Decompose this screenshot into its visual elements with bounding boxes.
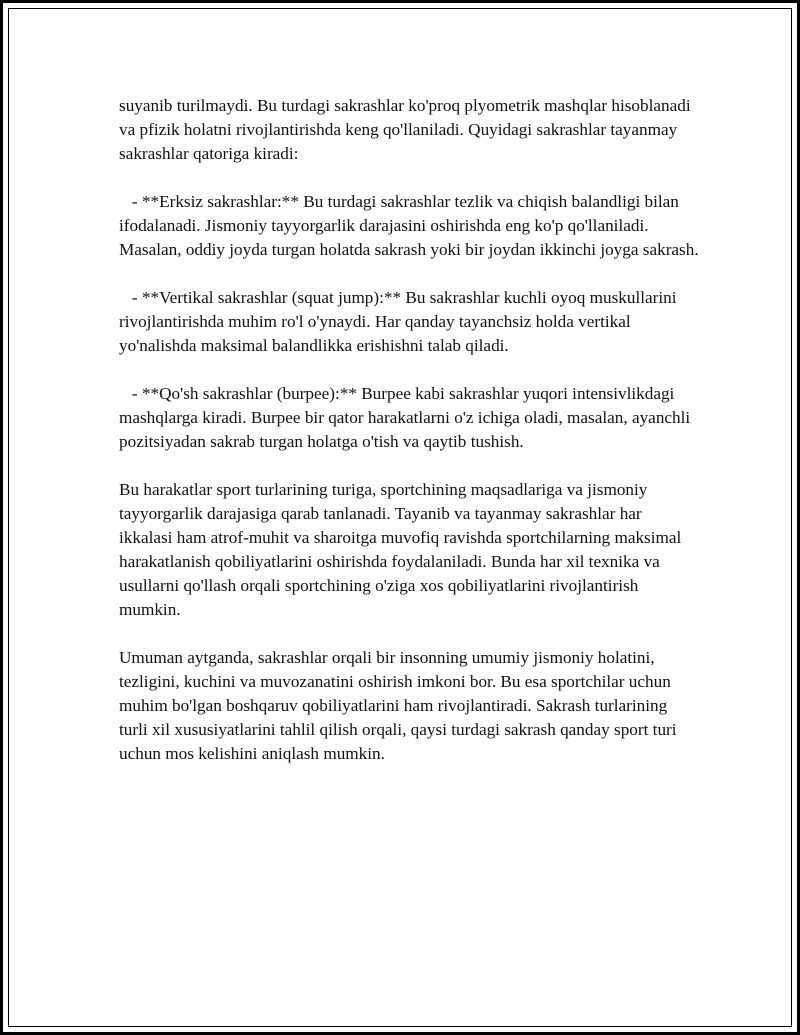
- paragraph-intro: suyanib turilmaydi. Bu turdagi sakrashlar ko'proq plyometrik mashqlar hisoblanadi va pfizik holatni rivojlantirishda keng qo'llaniladi. Quyidagi sakrashlar tayanmay sakrashlar qatoriga kiradi:: [119, 96, 695, 163]
- paragraph-conclusion: Umuman aytganda, sakrashlar orqali bir insonning umumiy jismoniy holatini, tezligini, kuchini va muvozanatini oshirish imkoni bor. Bu esa sportchilar uchun muhim bo'lgan boshqaruv qobiliyatlarini ham rivojlantiradi. Sakrash turlarining turli xil xususiyatlarini tahlil qilish orqali, qaysi turdagi sakrash qanday sport turi uchun mos kelishini aniqlash mumkin.: [119, 648, 681, 763]
- list-item-vertikal-sakrashlar: - **Vertikal sakrashlar (squat jump):** Bu sakrashlar kuchli oyoq muskullarini rivojlantirishda muhim ro'l o'ynaydi. Har qanday tayanchsiz holda vertikal yo'nalishda maksimal balandlikka erishishni talab qiladi.: [119, 288, 681, 355]
- list-item-erksiz-sakrashlar: - **Erksiz sakrashlar:** Bu turdagi sakrashlar tezlik va chiqish balandligi bilan ifodalanadi. Jismoniy tayyorgarlik darajasini oshirishda eng ko'p qo'llaniladi. Masalan, oddiy joyda turgan holatda sakrash yoki bir joydan ikkinchi joyga sakrash.: [119, 192, 699, 259]
- document-body: [119, 94, 699, 766]
- paragraph-harakatlar: Bu harakatlar sport turlarining turiga, sportchining maqsadlariga va jismoniy tayyorgarlik darajasiga qarab tanlanadi. Tayanib va tayanmay sakrashlar har ikkalasi ham atrof-muhit va sharoitga muvofiq ravishda sportchilarning maksimal harakatlanish qobiliyatlarini oshirishda foydalaniladi. Bunda har xil texnika va usullarni qo'llash orqali sportchining o'ziga xos qobiliyatlarini rivojlantirish mumkin.: [119, 480, 686, 619]
- list-item-qosh-sakrashlar: - **Qo'sh sakrashlar (burpee):** Burpee kabi sakrashlar yuqori intensivlikdagi mashqlarga kiradi. Burpee bir qator harakatlarni o'z ichiga oladi, masalan, ayanchli pozitsiyadan sakrab turgan holatga o'tish va qaytib tushish.: [119, 384, 695, 451]
